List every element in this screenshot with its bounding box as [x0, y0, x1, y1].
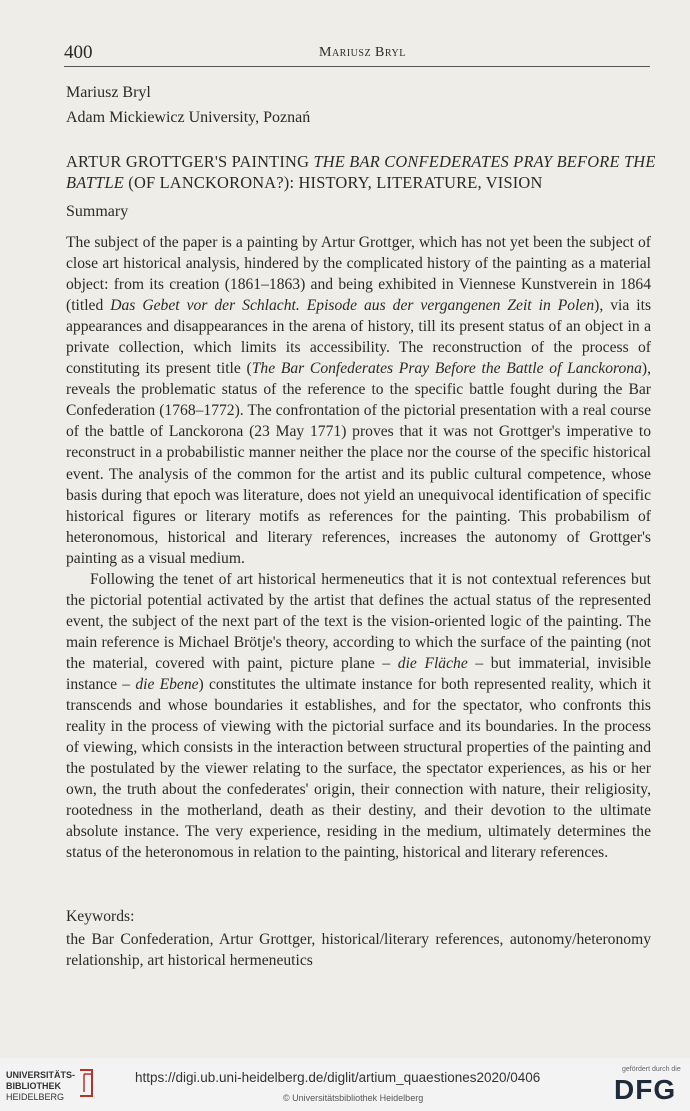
author-affiliation: Adam Mickiewicz University, Poznań [66, 109, 311, 126]
author-name: Mariusz Bryl [66, 84, 151, 101]
page-number: 400 [64, 42, 93, 63]
keywords-list: the Bar Confederation, Artur Grottger, historical/literary references, autonomy/heteronomy relationship, art historical hermeneutics [66, 931, 651, 969]
summary-paragraph-1: The subject of the paper is a painting by Artur Grottger, which has not yet been the subject of close art historical analysis, hindered by the complicated history of the painting as a material object: from its creation (1861–1863) and being exhibited in Viennese Kunstverein in 1864 (titled Das Gebet vor der Schlacht. Episode aus der vergangenen Zeit in Polen), via its appearances and disappearances in the arena of history, till its present status of an object in a private collection, which limits its accessibility. The reconstruction of the process of constituting its present title (The Bar Confederates Pray Before the Battle of Lanckorona), reveals the problematic status of the reference to the specific battle fought during the Bar Confederation (1768–1772). The confrontation of the pictorial presentation with a real course of the battle of Lanckorona (23 May 1771) proves that it was not Grottger's imperative to reconstruct in a probabilistic manner neither the place nor the course of the specific historical event. The analysis of the common for the artist and its public cultural competence, whose basis during that epoch was literature, does not yield an unequivocal identification of specific historical figures or literary motifs as references for the painting. This probabilism of heteronomous, historical and literary references, increases the autonomy of Grottger's painting as a visual medium. [66, 234, 652, 567]
funding-note: gefördert durch die [622, 1066, 681, 1073]
running-author: Mariusz Bryl [319, 45, 406, 60]
title-part-1: ARTUR GROTTGER'S PAINTING [66, 152, 314, 171]
summary-body [66, 232, 651, 863]
article-title [66, 151, 656, 193]
permalink-url[interactable]: https://digi.ub.uni-heidelberg.de/diglit/artium_quaestiones2020/0406 [135, 1070, 541, 1085]
title-italic: THE BAR CONFEDERATES PRAY BEFORE THE BATTLE [66, 152, 656, 192]
keywords-heading: Keywords: [66, 908, 135, 925]
running-header [64, 42, 650, 67]
title-part-2: (OF LANCKORONA?): HISTORY, LITERATURE, VISION [123, 173, 543, 192]
summary-paragraph-2: Following the tenet of art historical hermeneutics that it is not contextual references but the pictorial potential activated by the artist that defines the actual status of the represented event, the subject of the next part of the text is the vision-oriented logic of the painting. The main reference is Michael Brötje's theory, according to which the surface of the painting (not the material, covered with paint, picture plane – die Fläche – but immaterial, invisible instance – die Ebene) constitutes the ultimate instance for both represented reality, which it transcends and whose boundaries it establishes, and for the spectator, who confronts this reality in the process of viewing with the pictorial surface and its boundaries. In the process of viewing, which consists in the interaction between structural properties of the painting and the postulated by the viewer relating to the surface, the spectator experiences, as his or her own, the truth about the confederates' origin, their connection with nature, their religiosity, rootedness in the motherland, death as their destiny, and their devotion to the ultimate absolute instance. The very experience, residing in the medium, ultimately determines the status of the heteronomous in relation to the painting, historical and literary references. [66, 570, 652, 862]
library-logo: UNIVERSITÄTS- BIBLIOTHEK HEIDELBERG [6, 1070, 76, 1102]
viewer-footer [0, 1058, 690, 1111]
dfg-logo: DFG [614, 1074, 677, 1105]
library-mark-icon [76, 1066, 96, 1100]
copyright-notice: © Universitätsbibliothek Heidelberg [283, 1093, 424, 1103]
summary-heading: Summary [66, 203, 129, 220]
